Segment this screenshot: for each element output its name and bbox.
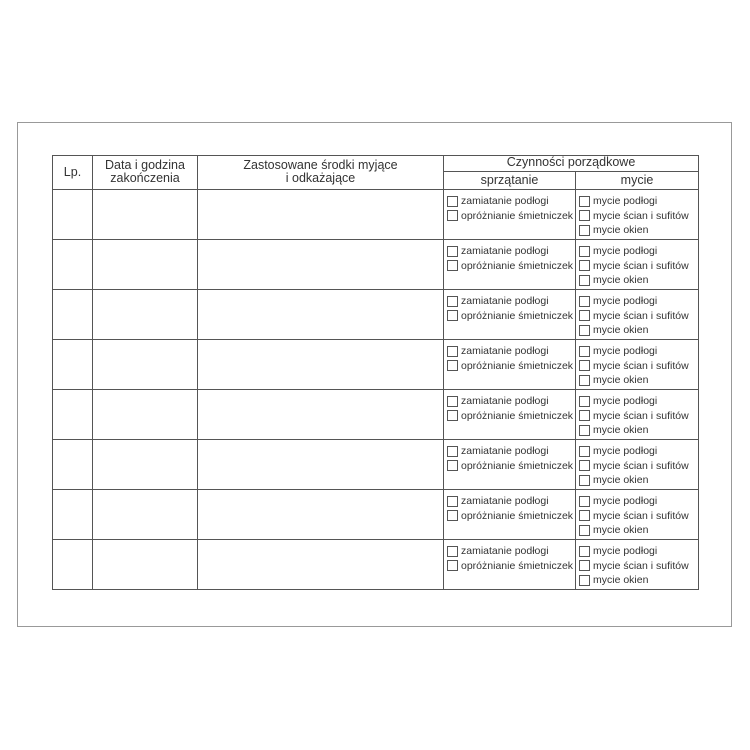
checkbox-icon[interactable] [579, 325, 590, 336]
checkbox-icon[interactable] [579, 446, 590, 457]
checkbox-icon[interactable] [447, 196, 458, 207]
checkbox-icon[interactable] [447, 346, 458, 357]
checkbox-option[interactable] [444, 559, 575, 574]
checkbox-label: zamiatanie podłogi [461, 545, 549, 558]
checkbox-icon[interactable] [579, 275, 590, 286]
checkbox-icon[interactable] [447, 446, 458, 457]
checkbox-icon[interactable] [579, 196, 590, 207]
lp-cell[interactable] [53, 190, 93, 240]
checkbox-label: mycie podłogi [593, 295, 658, 308]
header-agents-line1: Zastosowane środki myjące [243, 158, 398, 172]
table-row [53, 540, 699, 590]
checkbox-label: mycie podłogi [593, 345, 658, 358]
washing-cell [576, 190, 699, 240]
washing-cell [576, 290, 699, 340]
checkbox-option[interactable] [576, 259, 698, 274]
header-agents-line2: i odkażające [285, 171, 356, 185]
checkbox-label: mycie ścian i sufitów [593, 359, 689, 372]
checkbox-label: zamiatanie podłogi [461, 395, 549, 408]
washing-cell [576, 490, 699, 540]
agents-cell[interactable] [198, 490, 444, 540]
checkbox-option[interactable] [444, 209, 575, 224]
checkbox-label: opróżnianie śmietniczek [461, 559, 574, 572]
checkbox-option[interactable] [576, 373, 698, 388]
checkbox-label: zamiatanie podłogi [461, 345, 549, 358]
checkbox-option[interactable] [444, 309, 575, 324]
checkbox-option[interactable] [444, 294, 575, 309]
checkbox-icon[interactable] [447, 496, 458, 507]
checkbox-option[interactable] [576, 573, 698, 588]
checkbox-label: mycie podłogi [593, 395, 658, 408]
checkbox-label: mycie okien [593, 574, 649, 587]
checkbox-label: mycie okien [593, 424, 649, 437]
header-agents [198, 156, 444, 190]
checkbox-option[interactable] [576, 509, 698, 524]
checkbox-icon[interactable] [579, 525, 590, 536]
checkbox-label: zamiatanie podłogi [461, 495, 549, 508]
checkbox-icon[interactable] [447, 560, 458, 571]
date-cell[interactable] [93, 440, 198, 490]
date-cell[interactable] [93, 540, 198, 590]
checkbox-option[interactable] [444, 394, 575, 409]
agents-cell[interactable] [198, 290, 444, 340]
checkbox-option[interactable] [576, 344, 698, 359]
checkbox-label: mycie okien [593, 374, 649, 387]
lp-cell[interactable] [53, 290, 93, 340]
lp-cell[interactable] [53, 340, 93, 390]
checkbox-label: opróżnianie śmietniczek [461, 359, 574, 372]
checkbox-icon[interactable] [447, 296, 458, 307]
checkbox-option[interactable] [444, 444, 575, 459]
checkbox-icon[interactable] [579, 246, 590, 257]
checkbox-option[interactable] [576, 323, 698, 338]
checkbox-label: zamiatanie podłogi [461, 195, 549, 208]
checkbox-option[interactable] [576, 544, 698, 559]
checkbox-label: mycie podłogi [593, 245, 658, 258]
checkbox-option[interactable] [576, 423, 698, 438]
lp-cell[interactable] [53, 540, 93, 590]
checkbox-icon[interactable] [579, 460, 590, 471]
checkbox-option[interactable] [444, 359, 575, 374]
checkbox-icon[interactable] [579, 560, 590, 571]
checkbox-option[interactable] [576, 444, 698, 459]
checkbox-label: zamiatanie podłogi [461, 445, 549, 458]
date-cell[interactable] [93, 390, 198, 440]
checkbox-option[interactable] [576, 394, 698, 409]
checkbox-option[interactable] [576, 194, 698, 209]
checkbox-option[interactable] [444, 494, 575, 509]
checkbox-option[interactable] [444, 509, 575, 524]
checkbox-icon[interactable] [579, 260, 590, 271]
checkbox-option[interactable] [444, 194, 575, 209]
checkbox-option[interactable] [576, 359, 698, 374]
table-row [53, 240, 699, 290]
table-row [53, 290, 699, 340]
checkbox-label: opróżnianie śmietniczek [461, 409, 574, 422]
checkbox-icon[interactable] [447, 360, 458, 371]
agents-cell[interactable] [198, 440, 444, 490]
header-date-line2: zakończenia [110, 171, 180, 185]
checkbox-icon[interactable] [447, 410, 458, 421]
checkbox-label: mycie ścian i sufitów [593, 559, 689, 572]
cleaning-cell [444, 490, 576, 540]
checkbox-label: mycie ścian i sufitów [593, 259, 689, 272]
agents-cell[interactable] [198, 390, 444, 440]
checkbox-label: mycie podłogi [593, 445, 658, 458]
cleaning-cell [444, 340, 576, 390]
checkbox-option[interactable] [576, 409, 698, 424]
checkbox-icon[interactable] [579, 510, 590, 521]
checkbox-label: mycie ścian i sufitów [593, 209, 689, 222]
checkbox-icon[interactable] [447, 246, 458, 257]
checkbox-option[interactable] [444, 244, 575, 259]
checkbox-icon[interactable] [579, 310, 590, 321]
checkbox-icon[interactable] [447, 260, 458, 271]
checkbox-option[interactable] [444, 344, 575, 359]
checkbox-label: mycie okien [593, 324, 649, 337]
header-date-line1: Data i godzina [105, 158, 185, 172]
washing-cell [576, 340, 699, 390]
checkbox-label: mycie ścian i sufitów [593, 459, 689, 472]
checkbox-icon[interactable] [579, 346, 590, 357]
checkbox-icon[interactable] [579, 496, 590, 507]
cleaning-cell [444, 540, 576, 590]
checkbox-icon[interactable] [447, 510, 458, 521]
checkbox-label: mycie ścian i sufitów [593, 509, 689, 522]
checkbox-icon[interactable] [579, 375, 590, 386]
lp-cell[interactable] [53, 490, 93, 540]
checkbox-icon[interactable] [447, 396, 458, 407]
checkbox-icon[interactable] [579, 546, 590, 557]
date-cell[interactable] [93, 290, 198, 340]
checkbox-label: mycie podłogi [593, 195, 658, 208]
checkbox-label: opróżnianie śmietniczek [461, 309, 574, 322]
checkbox-option[interactable] [576, 209, 698, 224]
checkbox-label: zamiatanie podłogi [461, 295, 549, 308]
date-cell[interactable] [93, 190, 198, 240]
checkbox-label: mycie okien [593, 474, 649, 487]
checkbox-label: opróżnianie śmietniczek [461, 509, 574, 522]
checkbox-icon[interactable] [447, 460, 458, 471]
checkbox-option[interactable] [444, 459, 575, 474]
date-cell[interactable] [93, 340, 198, 390]
checkbox-icon[interactable] [579, 575, 590, 586]
header-cleaning: sprzątanie [444, 172, 576, 190]
date-cell[interactable] [93, 240, 198, 290]
checkbox-label: mycie podłogi [593, 545, 658, 558]
checkbox-option[interactable] [576, 523, 698, 538]
checkbox-icon[interactable] [579, 475, 590, 486]
checkbox-label: mycie okien [593, 274, 649, 287]
header-activities: Czynności porządkowe [444, 156, 699, 172]
checkbox-option[interactable] [576, 459, 698, 474]
checkbox-label: opróżnianie śmietniczek [461, 459, 574, 472]
checkbox-label: zamiatanie podłogi [461, 245, 549, 258]
checkbox-option[interactable] [576, 473, 698, 488]
cleaning-cell [444, 290, 576, 340]
checkbox-label: opróżnianie śmietniczek [461, 209, 574, 222]
checkbox-option[interactable] [576, 494, 698, 509]
table-row [53, 440, 699, 490]
checkbox-option[interactable] [576, 273, 698, 288]
checkbox-label: opróżnianie śmietniczek [461, 259, 574, 272]
washing-cell [576, 240, 699, 290]
header-date [93, 156, 198, 190]
checkbox-label: mycie okien [593, 524, 649, 537]
checkbox-icon[interactable] [447, 546, 458, 557]
cleaning-cell [444, 440, 576, 490]
checkbox-option[interactable] [576, 223, 698, 238]
checkbox-icon[interactable] [447, 210, 458, 221]
checkbox-label: mycie podłogi [593, 495, 658, 508]
agents-cell[interactable] [198, 540, 444, 590]
checkbox-icon[interactable] [579, 210, 590, 221]
checkbox-option[interactable] [444, 544, 575, 559]
checkbox-option[interactable] [576, 559, 698, 574]
table-row [53, 390, 699, 440]
cleaning-cell [444, 390, 576, 440]
cleaning-cell [444, 190, 576, 240]
checkbox-icon[interactable] [579, 410, 590, 421]
checkbox-label: mycie ścian i sufitów [593, 309, 689, 322]
washing-cell [576, 540, 699, 590]
checkbox-option[interactable] [444, 259, 575, 274]
cleaning-cell [444, 240, 576, 290]
date-cell[interactable] [93, 490, 198, 540]
checkbox-icon[interactable] [579, 296, 590, 307]
checkbox-icon[interactable] [579, 225, 590, 236]
agents-cell[interactable] [198, 190, 444, 240]
checkbox-icon[interactable] [447, 310, 458, 321]
checkbox-option[interactable] [444, 409, 575, 424]
checkbox-icon[interactable] [579, 396, 590, 407]
lp-cell[interactable] [53, 440, 93, 490]
washing-cell [576, 390, 699, 440]
checkbox-label: mycie ścian i sufitów [593, 409, 689, 422]
header-lp: Lp. [53, 156, 93, 190]
washing-cell [576, 440, 699, 490]
agents-cell[interactable] [198, 340, 444, 390]
header-washing: mycie [576, 172, 699, 190]
checkbox-label: mycie okien [593, 224, 649, 237]
checkbox-icon[interactable] [579, 425, 590, 436]
checkbox-option[interactable] [576, 294, 698, 309]
checkbox-icon[interactable] [579, 360, 590, 371]
table-row [53, 190, 699, 240]
checkbox-option[interactable] [576, 244, 698, 259]
cleaning-log-table [52, 155, 699, 590]
lp-cell[interactable] [53, 390, 93, 440]
table-row [53, 490, 699, 540]
checkbox-option[interactable] [576, 309, 698, 324]
lp-cell[interactable] [53, 240, 93, 290]
agents-cell[interactable] [198, 240, 444, 290]
table-row [53, 340, 699, 390]
